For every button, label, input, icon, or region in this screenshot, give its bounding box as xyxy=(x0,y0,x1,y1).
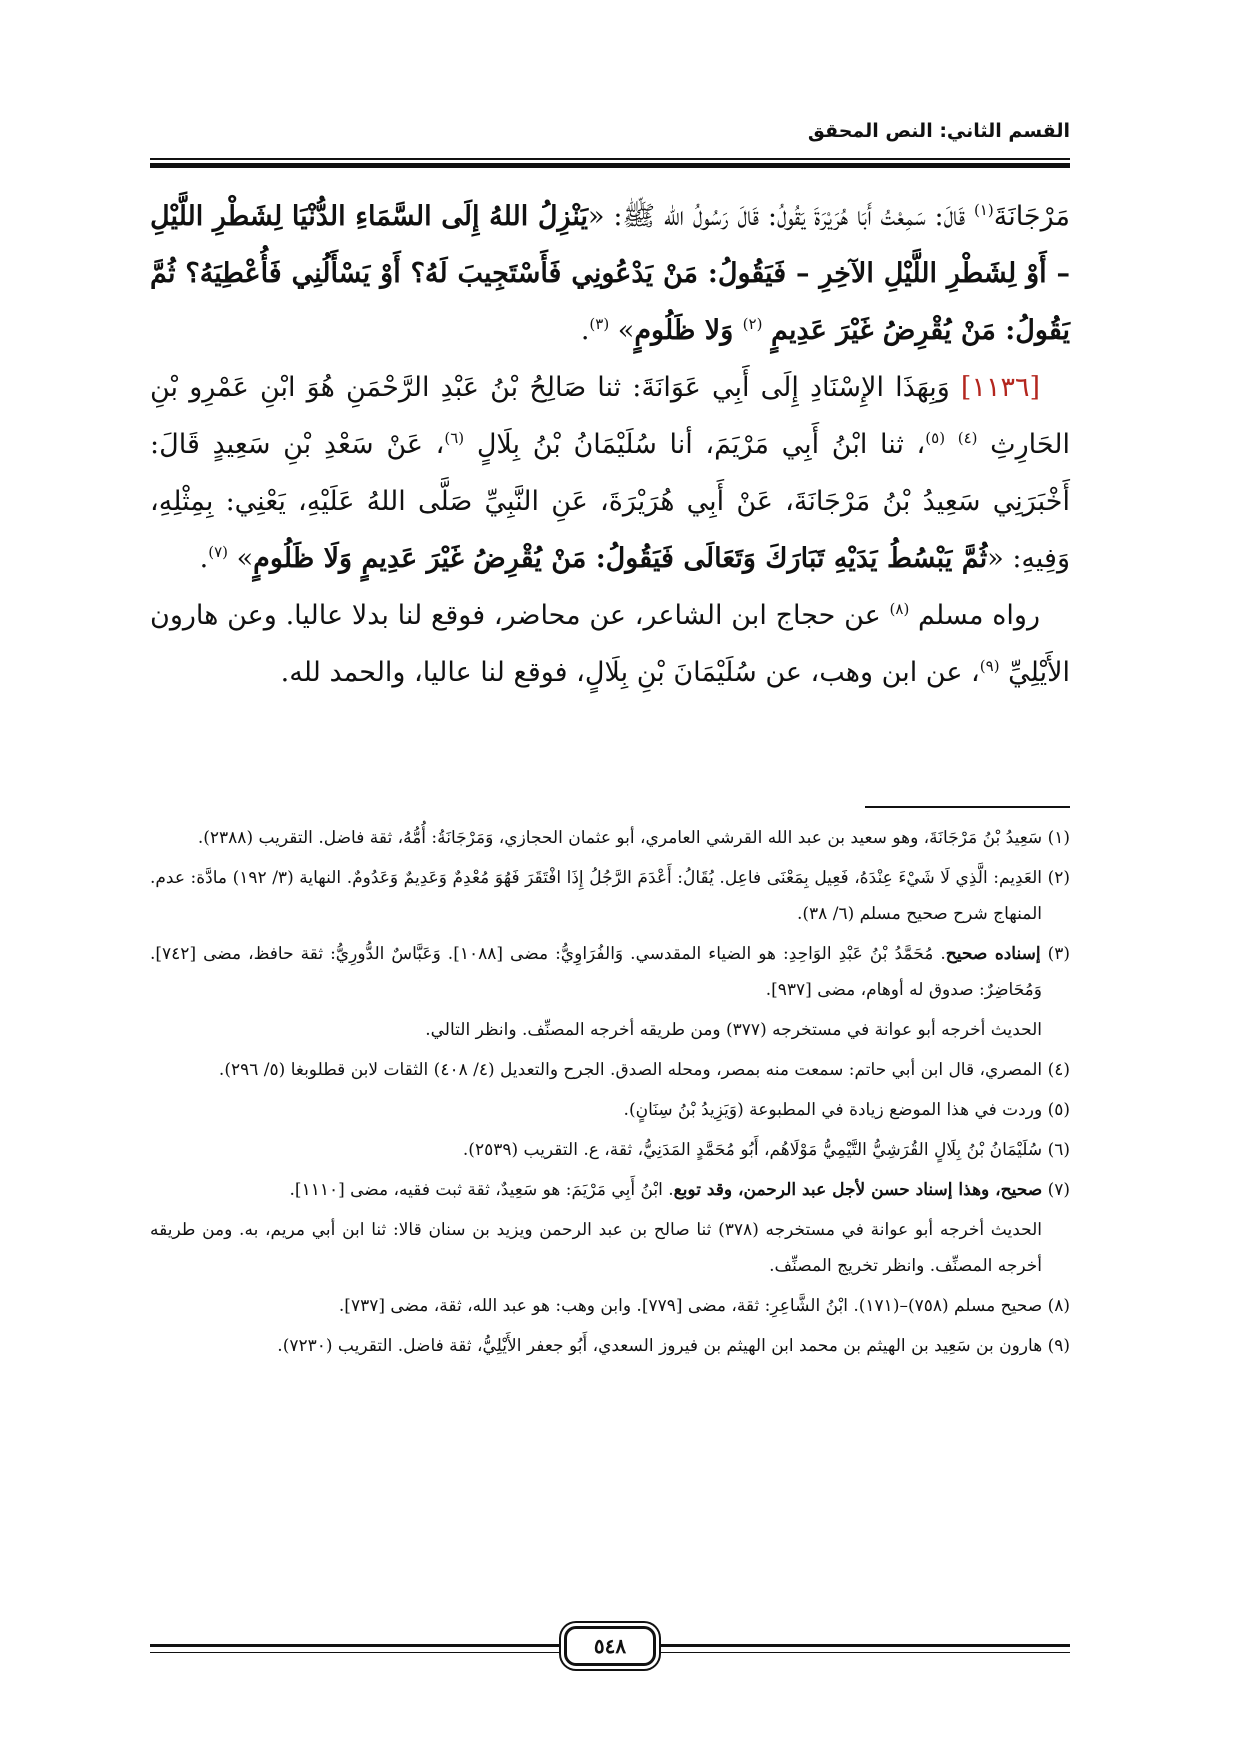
footnotes xyxy=(150,820,1070,1368)
footnote-text: وردت في هذا الموضع زيادة في المطبوعة (وَيَزِيدُ بْنُ سِنَانٍ). xyxy=(623,1100,1043,1120)
footnote-5 xyxy=(150,1092,1070,1128)
footnote-number: (٣) xyxy=(1047,944,1071,964)
footnote-1 xyxy=(150,820,1070,856)
footnote-3 xyxy=(150,936,1070,1008)
text-run: قَالَ: سَمِعْتُ أَبَا هُرَيْرَةَ يَقُولُ: قَالَ رَسُولُ الله ﷺ: « xyxy=(588,201,974,232)
hadith-matn: وَلا ظَلُومٍ xyxy=(634,315,743,346)
text-run: ، ثنا ابْنُ أَبِي مَرْيَمَ، أنا سُلَيْمَانُ بْنُ بِلَالٍ xyxy=(464,429,926,460)
hadith-paragraph-2 xyxy=(150,359,1070,587)
text-run: وَبِهَذَا الإِسْنَادِ إِلَى أَبِي عَوَانَةَ: ثنا صَالِحُ بْنُ عَبْدِ الرَّحْمَنِ هُوَ ابْنِ عَمْرِو بْنِ الحَارِثِ xyxy=(150,372,1070,460)
main-text xyxy=(150,188,1070,701)
page-number: ٥٤٨ xyxy=(564,1626,656,1666)
footnote-8 xyxy=(150,1288,1070,1324)
footnote-6 xyxy=(150,1132,1070,1168)
footnote-4 xyxy=(150,1052,1070,1088)
footnote-ref[interactable]: (٤) xyxy=(957,429,978,447)
footnote-ref[interactable]: (٥) xyxy=(925,429,946,447)
hadith-matn: يَنْزِلُ اللهُ إِلَى السَّمَاءِ الدُّنْيَا لِشَطْرِ اللَّيْلِ – أَوْ لِشَطْرِ اللَّيْلِ الآخِرِ – فَيَقُولُ: مَنْ يَدْعُونِي فَأَسْتَجِيبَ لَهُ؟ أَوْ يَسْأَلُنِي فَأُعْطِيَهُ؟ ثُمَّ يَقُولُ: مَنْ يُقْرِضُ غَيْرَ عَدِيمٍ xyxy=(150,201,1070,346)
footnote-ref[interactable]: (٢) xyxy=(742,315,763,333)
footnote-ref[interactable]: (٦) xyxy=(444,429,465,447)
hadith-paragraph-1 xyxy=(150,188,1070,359)
text-run: ، عَنْ سَعْدِ بْنِ سَعِيدٍ قَالَ: أَخْبَرَنِي سَعِيدُ بْنُ مَرْجَانَةَ، عَنْ أَبِي هُرَيْرَةَ، عَنِ النَّبِيِّ صَلَّى اللهُ عَلَيْهِ، يَعْنِي: بِمِثْلِهِ، وَفِيهِ: « xyxy=(150,429,1070,574)
footnote-text: . مُحَمَّدُ بْنُ عَبْدِ الوَاحِدِ: هو الضياء المقدسي. وَالفُرَاوِيُّ: مضى [١٠٨٨]. وَعَبَّاسٌ الدُّورِيُّ: ثقة حافظ، مضى [٧٤٢]. وَمُحَاضِرٌ: صدوق له أوهام، مضى [٩٣٧]. xyxy=(150,944,1042,1000)
footnote-number: (١) xyxy=(1047,828,1070,848)
takhrij-paragraph xyxy=(150,587,1070,701)
footnote-number: (٤) xyxy=(1047,1060,1070,1080)
footnote-text: هارون بن سَعِيد بن الهيثم بن محمد ابن الهيثم بن فيروز السعدي، أَبُو جعفر الأَيْلِيُّ، ثقة فاضل. التقريب (٧٢٣٠). xyxy=(277,1336,1043,1356)
footnote-ref[interactable]: (٣) xyxy=(589,315,610,333)
text-run: مَرْجَانَةَ xyxy=(993,201,1070,232)
footnote-7 xyxy=(150,1172,1070,1208)
footnote-number: (٩) xyxy=(1047,1336,1070,1356)
header-rule xyxy=(150,158,1070,168)
footnote-ref[interactable]: (٨) xyxy=(889,600,910,618)
footnote-text: سُلَيْمَانُ بْنُ بِلَالٍ القُرَشِيُّ التَّيْمِيُّ مَوْلَاهُم، أَبُو مُحَمَّدٍ المَدَنِيُّ، ثقة، ع. التقريب (٢٥٣٩). xyxy=(462,1140,1043,1160)
hadith-number: [١١٣٦] xyxy=(960,372,1040,403)
footnote-9 xyxy=(150,1328,1070,1364)
footnote-7-continuation: الحديث أخرجه أبو عوانة في مستخرجه (٣٧٨) ثنا صالح بن عبد الرحمن ويزيد بن سنان قالا: ثنا ابن أبي مريم، به. ومن طريقه أخرجه المصنِّف. وانظر تخريج المصنِّف. xyxy=(150,1220,1043,1276)
footnote-text: المصري، قال ابن أبي حاتم: سمعت منه بمصر، ومحله الصدق. الجرح والتعديل (٤/ ٤٠٨) الثقات لابن قطلوبغا (٥/ ٢٩٦). xyxy=(218,1060,1043,1080)
footnote-number: (٨) xyxy=(1047,1296,1070,1316)
footnote-number: (٢) xyxy=(1047,868,1071,888)
footnote-ref[interactable]: (١) xyxy=(973,201,994,219)
footnote-ref[interactable]: (٩) xyxy=(979,657,1000,675)
running-header: القسم الثاني: النص المحقق xyxy=(807,120,1070,142)
hadith-matn: ثُمَّ يَبْسُطُ يَدَيْهِ تَبَارَكَ وَتَعَالَى فَيَقُولُ: مَنْ يُقْرِضُ غَيْرَ عَدِيمٍ وَلَا ظَلُومٍ xyxy=(253,543,988,574)
footnote-ref[interactable]: (٧) xyxy=(208,543,228,561)
text-run: رواه مسلم xyxy=(909,600,1040,631)
footnote-number: (٥) xyxy=(1047,1100,1070,1120)
footnote-2 xyxy=(150,860,1070,932)
footnote-separator xyxy=(865,806,1070,808)
text-run: . xyxy=(199,543,209,574)
text-run: » xyxy=(617,315,635,346)
text-run: ، عن ابن وهب، عن سُلَيْمَانَ بْنِ بِلَالٍ، فوقع لنا عاليا، والحمد لله. xyxy=(280,657,980,688)
footnote-text: سَعِيدُ بْنُ مَرْجَانَةَ، وهو سعيد بن عبد الله القرشي العامري، أبو عثمان الحجازي، وَمَرْجَانَةُ: أُمُّهُ، ثقة فاضل. التقريب (٢٣٨٨). xyxy=(197,828,1043,848)
footnote-text: . ابْنُ أَبِي مَرْيَمَ: هو سَعِيدٌ، ثقة ثبت فقيه، مضى [١١١٠]. xyxy=(289,1180,674,1200)
text-run: » xyxy=(236,543,254,574)
footnote-grading: صحيح، وهذا إسناد حسن لأجل عبد الرحمن، وقد توبع xyxy=(673,1180,1043,1200)
text-run: . xyxy=(580,315,590,346)
text-run: عن حجاج ابن الشاعر، عن محاضر، فوقع لنا بدلا عاليا. وعن هارون الأَيْلِيِّ xyxy=(150,600,1070,688)
footnote-3-continuation: الحديث أخرجه أبو عوانة في مستخرجه (٣٧٧) ومن طريقه أخرجه المصنِّف. وانظر التالي. xyxy=(425,1020,1042,1040)
footnote-text: العَدِيم: الَّذِي لَا شَيْءَ عِنْدَهُ، فَعِيل بِمَعْنَى فاعِل. يُقَالُ: أَعْدَمَ الرَّجُلُ إِذَا افْتَقَرَ فَهُوَ مُعْدِمٌ وَعَدِيمٌ وَعَدُومٌ. النهاية (٣/ ١٩٢) مادَّة: عدم. المنهاج شرح صحيح مسلم (٦/ ٣٨). xyxy=(150,868,1043,924)
footnote-text: صحيح مسلم (٧٥٨)–(١٧١). ابْنُ الشَّاعِرِ: ثقة، مضى [٧٧٩]. وابن وهب: هو عبد الله، ثقة، مضى [٧٣٧]. xyxy=(338,1296,1043,1316)
footer xyxy=(150,1622,1070,1680)
footnote-number: (٦) xyxy=(1047,1140,1070,1160)
footnote-grading: إسناده صحيح xyxy=(945,944,1041,964)
footnote-number: (٧) xyxy=(1047,1180,1070,1200)
